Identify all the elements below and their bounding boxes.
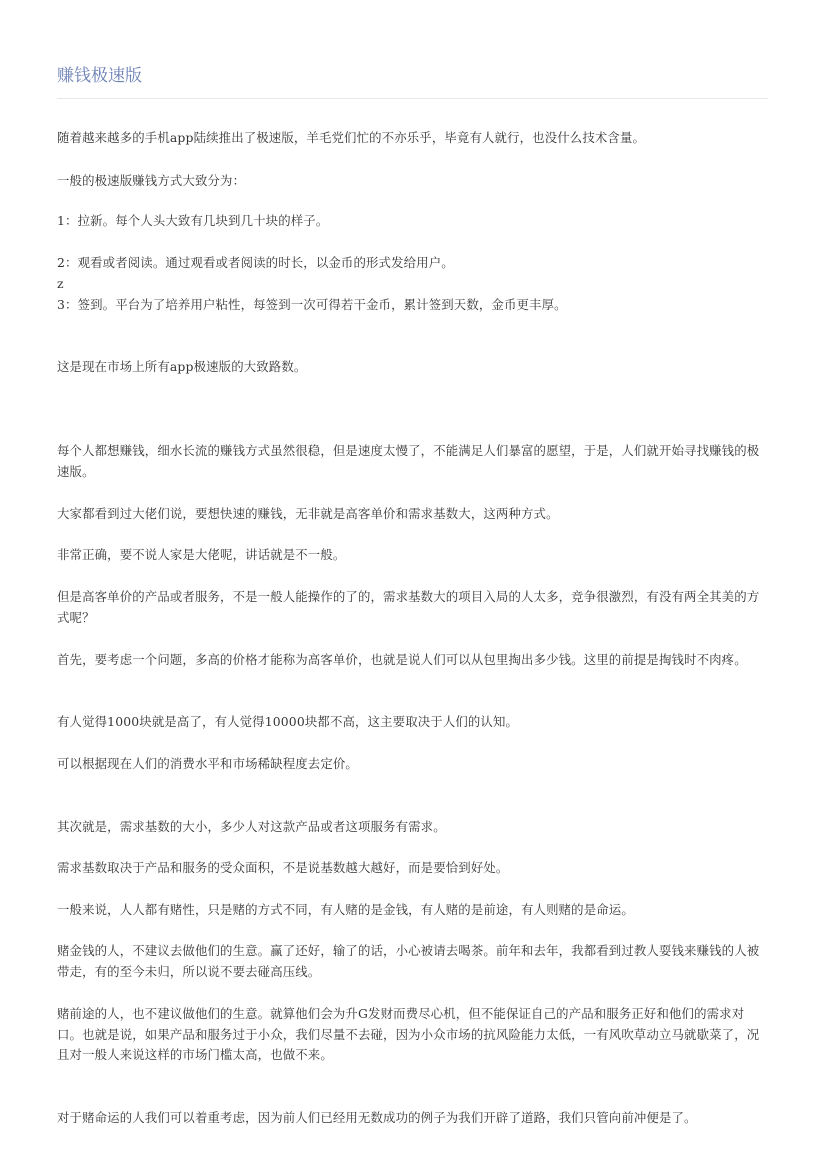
paragraph: 但是高客单价的产品或者服务，不是一般人能操作的了的，需求基数大的项目入局的人太多，竞争很激烈，有没有两全其美的方式呢？ [57,589,760,625]
paragraph: 赌前途的人，也不建议做他们的生意。就算他们会为升G发财而费尽心机，但不能保证自己的产品和服务正好和他们的需求对口。也就是说，如果产品和服务过于小众，我们尽量不去碰，因为小众市场的抗风险能力太低，一有风吹草动立马就歇菜了，况且对一般人来说这样的市场门槛太高，也做不来。 [57,1006,760,1062]
paragraph: 这是现在市场上所有app极速版的大致路数。 [57,359,307,374]
title-divider [57,98,768,99]
paragraph: 对于赌命运的人我们可以着重考虑，因为前人们已经用无数成功的例子为我们开辟了道路，我们只管向前冲便是了。 [57,1110,697,1125]
list-item: 1：拉新。每个人头大致有几块到几十块的样子。 [57,213,329,228]
paragraph: 一般来说，人人都有赌性，只是赌的方式不同，有人赌的是金钱，有人赌的是前途，有人则赌的是命运。 [57,902,634,917]
paragraph: 首先，要考虑一个问题，多高的价格才能称为高客单价，也就是说人们可以从包里掏出多少钱。这里的前提是掏钱时不肉疼。 [57,652,747,667]
paragraph: 其次就是，需求基数的大小，多少人对这款产品或者这项服务有需求。 [57,819,446,834]
paragraph: 赌金钱的人，不建议去做他们的生意。赢了还好，输了的话，小心被请去喝茶。前年和去年，我都看到过教人耍钱来赚钱的人被带走，有的至今未归，所以说不要去碰高压线。 [57,943,760,979]
stray-text: z [57,276,64,291]
paragraph: 随着越来越多的手机app陆续推出了极速版，羊毛党们忙的不亦乐乎，毕竟有人就行，也没什么技术含量。 [57,130,646,145]
page-title: 赚钱极速版 [57,66,142,86]
paragraph: 非常正确，要不说人家是大佬呢，讲话就是不一般。 [57,547,346,562]
list-item: 3：签到。平台为了培养用户粘性，每签到一次可得若干金币，累计签到天数，金币更丰厚。 [57,297,567,312]
paragraph: 需求基数取决于产品和服务的受众面积，不是说基数越大越好，而是要恰到好处。 [57,860,509,875]
paragraph: 有人觉得1000块就是高了，有人觉得10000块都不高，这主要取决于人们的认知。 [57,714,519,729]
paragraph: 每个人都想赚钱，细水长流的赚钱方式虽然很稳，但是速度太慢了，不能满足人们暴富的愿望，于是，人们就开始寻找赚钱的极速版。 [57,443,760,479]
list-item: 2：观看或者阅读。通过观看或者阅读的时长，以金币的形式发给用户。 [57,255,454,270]
paragraph: 可以根据现在人们的消费水平和市场稀缺程度去定价。 [57,756,358,771]
paragraph: 大家都看到过大佬们说，要想快速的赚钱，无非就是高客单价和需求基数大，这两种方式。 [57,506,559,521]
paragraph: 一般的极速版赚钱方式大致分为： [57,173,246,188]
